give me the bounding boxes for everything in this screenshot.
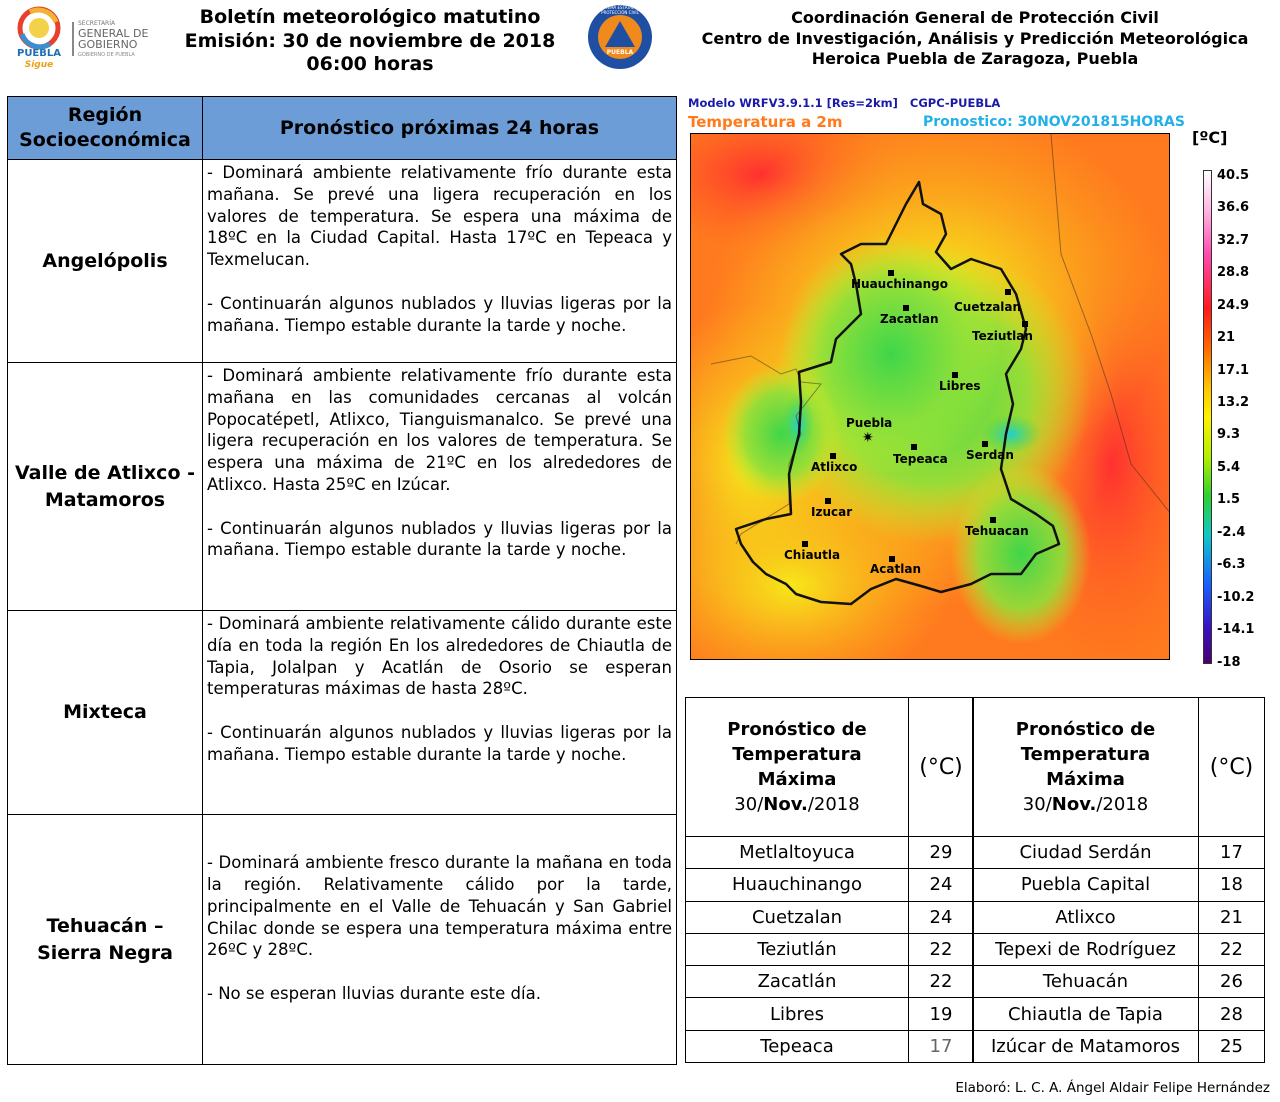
city-name: Tepeaca <box>686 1030 909 1062</box>
city-name: Izúcar de Matamoros <box>973 1030 1199 1062</box>
city-label: Puebla <box>846 416 893 430</box>
col-forecast-header: Pronóstico próximas 24 horas <box>203 97 677 160</box>
temperature-color-scale <box>1203 170 1212 664</box>
scale-tick: 24.9 <box>1217 298 1250 313</box>
city-marker <box>911 444 917 450</box>
col-region-header: Región Socioeconómica <box>8 97 203 160</box>
table-row <box>8 611 677 815</box>
forecast-paragraph: - Dominará ambiente relativamente frío durante esta mañana en las comunidades cercanas al volcán Popocatépetl, Atlixco, Tianguismanalco. Se prevé una ligera recuperación en los valores de temperatura. Se espera una máxima de 21ºC en los alrededores de Atlixco. Hasta 25ºC en Izúcar. <box>207 366 672 494</box>
max-temp-table-right <box>972 697 1265 1063</box>
city-marker <box>802 541 808 547</box>
forecast-paragraph: - Continuarán algunos nublados y lluvias ligeras por la mañana. Tiempo estable durante la tarde y noche. <box>207 293 672 335</box>
city-label: Atlixco <box>811 460 858 474</box>
bulletin-title <box>165 6 575 77</box>
scale-tick: 40.5 <box>1217 168 1250 183</box>
table-row <box>686 837 974 869</box>
max-temp-header: Pronóstico de Temperatura Máxima 30/Nov./2018 <box>973 698 1199 837</box>
city-marker <box>825 498 831 504</box>
table-row <box>973 933 1265 965</box>
city-marker <box>1022 321 1028 327</box>
city-name: Libres <box>686 998 909 1030</box>
city-marker <box>990 517 996 523</box>
city-marker <box>952 372 958 378</box>
secretaria-general-logo <box>72 20 158 60</box>
table-row <box>8 363 677 611</box>
scale-tick: -2.4 <box>1217 525 1246 540</box>
region-name: Valle de Atlixco - Matamoros <box>8 363 203 611</box>
scale-tick: 32.7 <box>1217 233 1250 248</box>
table-row <box>973 1030 1265 1062</box>
bulletin-emission-time: 06:00 horas <box>306 53 434 75</box>
sgg-line1: SECRETARÍA <box>78 20 116 27</box>
city-name: Metlaltoyuca <box>686 837 909 869</box>
scale-tick: -14.1 <box>1217 622 1255 637</box>
forecast-paragraph: - No se esperan lluvias durante este día. <box>207 983 541 1003</box>
city-temp: 22 <box>1199 933 1265 965</box>
city-marker <box>888 270 894 276</box>
forecast-paragraph: - Dominará ambiente relativamente frío durante esta mañana. Se prevé una ligera recuperación en los valores de temperatura. Se espera una máxima de 18ºC en la Ciudad Capital. Hasta 17ºC en Tepeaca y Texmelucan. <box>207 163 672 270</box>
scale-tick: 9.3 <box>1217 427 1241 442</box>
max-temp-header: Pronóstico de Temperatura Máxima 30/Nov./2018 <box>686 698 909 837</box>
table-row <box>973 901 1265 933</box>
scale-tick: 28.8 <box>1217 265 1250 280</box>
city-name: Zacatlán <box>686 966 909 998</box>
bulletin-title-line1: Boletín meteorológico matutino <box>199 6 541 28</box>
city-temp: 28 <box>1199 998 1265 1030</box>
forecast-paragraph: - Continuarán algunos nublados y lluvias ligeras por la mañana. Tiempo estable durante la tarde y noche. <box>207 518 672 560</box>
city-marker <box>903 305 909 311</box>
pc-logo-center: PUEBLA <box>606 49 634 56</box>
table-row <box>973 966 1265 998</box>
map-variable: Temperatura a 2m <box>688 113 843 131</box>
city-label: Serdan <box>966 448 1014 462</box>
city-temp: 24 <box>909 901 974 933</box>
city-name: Teziutlán <box>686 933 909 965</box>
table-row <box>686 869 974 901</box>
sgg-line3: GOBIERNO DE PUEBLA <box>78 52 135 58</box>
city-marker <box>830 453 836 459</box>
city-temp: 21 <box>1199 901 1265 933</box>
city-label: Teziutlan <box>972 329 1033 343</box>
map-model-info: Modelo WRFV3.9.1.1 [Res=2km] CGPC-PUEBLA <box>688 96 1001 110</box>
region-forecast <box>203 160 677 363</box>
org-line3: Heroica Puebla de Zaragoza, Puebla <box>811 49 1139 68</box>
table-row <box>686 966 974 998</box>
unit-header: (°C) <box>1199 698 1265 837</box>
region-forecast <box>203 611 677 815</box>
city-marker <box>982 441 988 447</box>
city-name: Atlixco <box>973 901 1199 933</box>
city-label: Izucar <box>811 505 853 519</box>
organization-header <box>680 8 1270 70</box>
city-temp: 25 <box>1199 1030 1265 1062</box>
city-name: Puebla Capital <box>973 869 1199 901</box>
city-temp: 24 <box>909 869 974 901</box>
sgg-line2: GENERAL DE GOBIERNO <box>78 27 149 51</box>
scale-tick: 17.1 <box>1217 363 1250 378</box>
author-credit: Elaboró: L. C. A. Ángel Aldair Felipe Hernández <box>955 1080 1270 1096</box>
city-temp: 22 <box>909 966 974 998</box>
scale-unit: [ºC] <box>1192 128 1228 147</box>
table-row <box>8 160 677 363</box>
table-row <box>973 998 1265 1030</box>
table-row <box>686 998 974 1030</box>
table-row <box>686 1030 974 1062</box>
bulletin-emission-date: Emisión: 30 de noviembre de 2018 <box>184 29 556 52</box>
table-row <box>973 837 1265 869</box>
scale-tick: 13.2 <box>1217 395 1250 410</box>
forecast-paragraph: - Continuarán algunos nublados y lluvias ligeras por la mañana. Tiempo estable durante la tarde y noche. <box>207 722 672 764</box>
city-label: Libres <box>939 379 981 393</box>
region-name: Mixteca <box>8 611 203 815</box>
unit-header: (°C) <box>909 698 974 837</box>
city-label: Zacatlan <box>880 312 939 326</box>
city-temp: 17 <box>1199 837 1265 869</box>
city-label: Huauchinango <box>851 277 949 291</box>
capital-star-icon: ✷ <box>862 430 874 446</box>
org-line1: Coordinación General de Protección Civil <box>791 8 1159 27</box>
city-temp: 26 <box>1199 966 1265 998</box>
city-name: Cuetzalan <box>686 901 909 933</box>
puebla-logo <box>10 4 68 76</box>
table-row <box>686 933 974 965</box>
scale-tick: -18 <box>1217 655 1241 670</box>
city-marker <box>1005 289 1011 295</box>
city-name: Huauchinango <box>686 869 909 901</box>
city-temp: 29 <box>909 837 974 869</box>
table-row <box>686 901 974 933</box>
table-row <box>8 815 677 1065</box>
city-name: Tehuacán <box>973 966 1199 998</box>
city-temp: 17 <box>909 1030 974 1062</box>
scale-tick: 1.5 <box>1217 492 1241 507</box>
city-temp: 19 <box>909 998 974 1030</box>
city-temp: 22 <box>909 933 974 965</box>
city-label: Cuetzalan <box>954 300 1022 314</box>
region-name: Tehuacán – Sierra Negra <box>8 815 203 1065</box>
city-label: Acatlan <box>870 562 921 576</box>
city-label: Tepeaca <box>893 452 948 466</box>
temperature-map <box>690 133 1170 660</box>
map-forecast-time: Pronostico: 30NOV201815HORAS <box>923 114 1185 130</box>
max-temp-table-left <box>685 697 974 1063</box>
pc-logo-ring-text: SISTEMA ESTATAL DE PROTECCIÓN CIVIL <box>598 5 642 15</box>
temperature-map-image <box>691 134 1170 660</box>
region-forecast <box>203 815 677 1065</box>
scale-tick: -6.3 <box>1217 557 1246 572</box>
forecast-paragraph: - Dominará ambiente fresco durante la mañana en toda la región. Relativamente cálido por la tarde, principalmente en el Valle de Tehuacán y San Gabriel Chilac donde se espera una temperatura máxima entre 26ºC y 28ºC. <box>207 853 672 960</box>
regional-forecast-table <box>7 96 677 1065</box>
region-forecast <box>203 363 677 611</box>
scale-tick: -10.2 <box>1217 590 1255 605</box>
region-name: Angelópolis <box>8 160 203 363</box>
city-name: Chiautla de Tapia <box>973 998 1199 1030</box>
city-temp: 18 <box>1199 869 1265 901</box>
org-line2: Centro de Investigación, Análisis y Predicción Meteorológica <box>701 28 1249 48</box>
proteccion-civil-logo <box>586 2 654 72</box>
scale-tick: 36.6 <box>1217 200 1250 215</box>
city-name: Ciudad Serdán <box>973 837 1199 869</box>
city-name: Tepexi de Rodríguez <box>973 933 1199 965</box>
puebla-logo-text: PUEBLA <box>16 48 61 59</box>
city-label: Tehuacan <box>965 524 1029 538</box>
forecast-paragraph: - Dominará ambiente relativamente cálido durante este día en toda la región En los alrededores de Chiautla de Tapia, Jolalpan y Acatlán de Osorio se esperan temperaturas máximas de hasta 28ºC. <box>207 614 672 699</box>
scale-tick: 5.4 <box>1217 460 1241 475</box>
table-row <box>973 869 1265 901</box>
puebla-logo-subtext: Sigue <box>24 60 54 70</box>
city-label: Chiautla <box>784 548 841 562</box>
scale-tick: 21 <box>1217 330 1236 345</box>
